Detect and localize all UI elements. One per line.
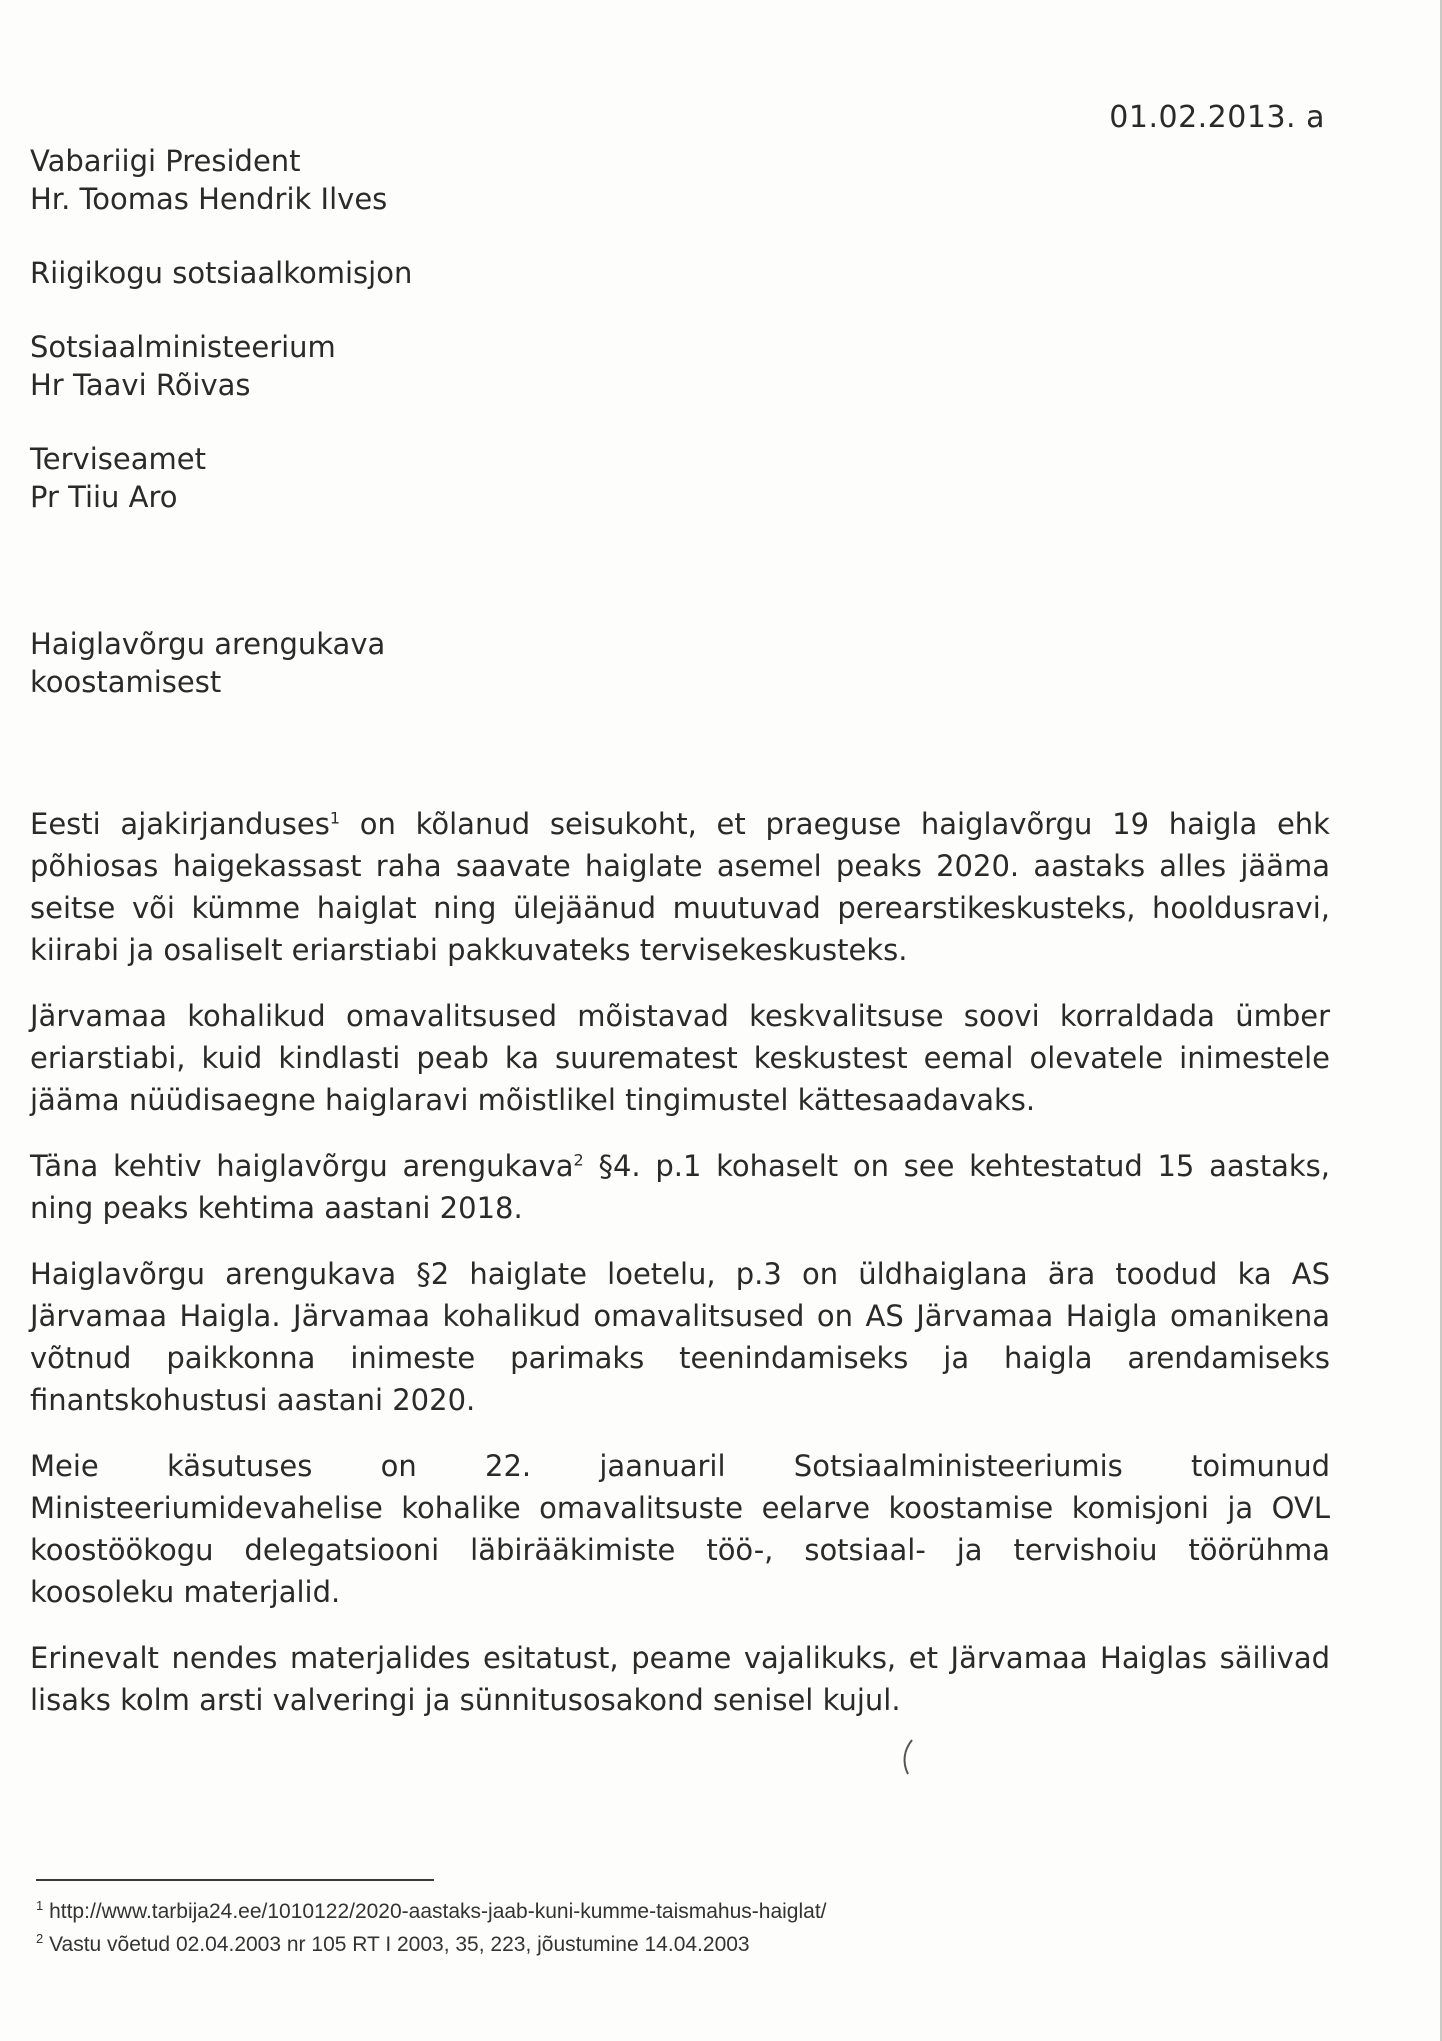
footnotes (36, 1895, 827, 1961)
footnote-item (36, 1895, 827, 1928)
body-paragraph: Erinevalt nendes materjalides esitatust, peame vajalikuks, et Järvamaa Haiglas säilivad lisaks kolm arsti valveringi ja sünnitusosakond senisel kujul. (30, 1641, 1330, 1717)
footnote-number: 1 (36, 1898, 44, 1913)
recipient-line: Pr Tiiu Aro (30, 480, 178, 514)
subject-line: Haiglavõrgu arengukava (30, 627, 386, 661)
footnote-text: Vastu võetud 02.04.2003 nr 105 RT I 2003, 35, 223, jõustumine 14.04.2003 (49, 1933, 750, 1956)
body-paragraph: Järvamaa kohalikud omavalitsused mõistavad keskvalitsuse soovi korraldada ümber eriarstiabi, kuid kindlasti peab ka suurematest keskustest eemal olevatele inimestele jääma nüüdisaegne haiglaravi mõistlikel tingimustel kättesaadavaks. (30, 999, 1330, 1117)
letter-date: 01.02.2013. a (1109, 100, 1325, 135)
recipient-line: Hr. Toomas Hendrik Ilves (30, 182, 388, 216)
recipient-president (30, 142, 412, 218)
subject-line: koostamisest (30, 665, 222, 699)
recipient-riigikogu (30, 254, 412, 292)
footnote-item (36, 1928, 827, 1961)
recipient-health-board (30, 440, 412, 516)
footnote-number: 2 (36, 1931, 44, 1946)
paragraph-text: on kõlanud seisukoht, et praeguse haiglavõrgu 19 haigla ehk põhiosas haigekassast raha saavate haiglate asemel peaks 2020. aastaks alles jääma seitse või kümme haiglat ning ülejäänud muutuvad perearstikeskusteks, hooldusravi, kiirabi ja osaliselt eriarstiabi pakkuvateks tervisekeskusteks. (30, 807, 1330, 967)
footnote-separator (36, 1879, 434, 1881)
recipient-line: Hr Taavi Rõivas (30, 368, 251, 402)
letter-subject (30, 625, 385, 701)
body-paragraph: Meie käsutuses on 22. jaanuaril Sotsiaalministeeriumis toimunud Ministeeriumidevahelise kohalike omavalitsuste eelarve koostamise komisjoni ja OVL koostöökogu delegatsiooni läbirääkimiste töö-, sotsiaal- ja tervishoiu töörühma koosoleku materjalid. (30, 1449, 1330, 1609)
paragraph-text: Eesti ajakirjanduses (30, 807, 330, 841)
footnote-ref: 2 (573, 1150, 584, 1170)
body-paragraph: Haiglavõrgu arengukava §2 haiglate loetelu, p.3 on üldhaiglana ära toodud ka AS Järvamaa Haigla. Järvamaa kohalikud omavalitsused on AS Järvamaa Haigla omanikena võtnud paikkonna inimeste parimaks teenindamiseks ja haigla arendamiseks finantskohustusi aastani 2020. (30, 1257, 1330, 1417)
recipient-line: Riigikogu sotsiaalkomisjon (30, 256, 413, 290)
paragraph-text: Täna kehtiv haiglavõrgu arengukava (30, 1149, 574, 1183)
recipient-line: Terviseamet (30, 442, 206, 476)
letter-body (30, 803, 1330, 1721)
recipient-line: Vabariigi President (30, 144, 301, 178)
recipient-line: Sotsiaalministeerium (30, 330, 336, 364)
paragraph-text: §4. p.1 kohaselt on see kehtestatud 15 aastaks, ning peaks kehtima aastani 2018. (30, 1149, 1330, 1225)
recipient-ministry (30, 328, 412, 404)
recipient-list (30, 142, 412, 552)
pen-mark-icon (898, 1738, 922, 1778)
body-paragraph (30, 803, 1330, 971)
footnote-link[interactable]: http://www.tarbija24.ee/1010122/2020-aastaks-jaab-kuni-kumme-taismahus-haiglat/ (49, 1900, 827, 1923)
body-paragraph (30, 1145, 1330, 1229)
footnote-ref: 1 (329, 808, 341, 828)
